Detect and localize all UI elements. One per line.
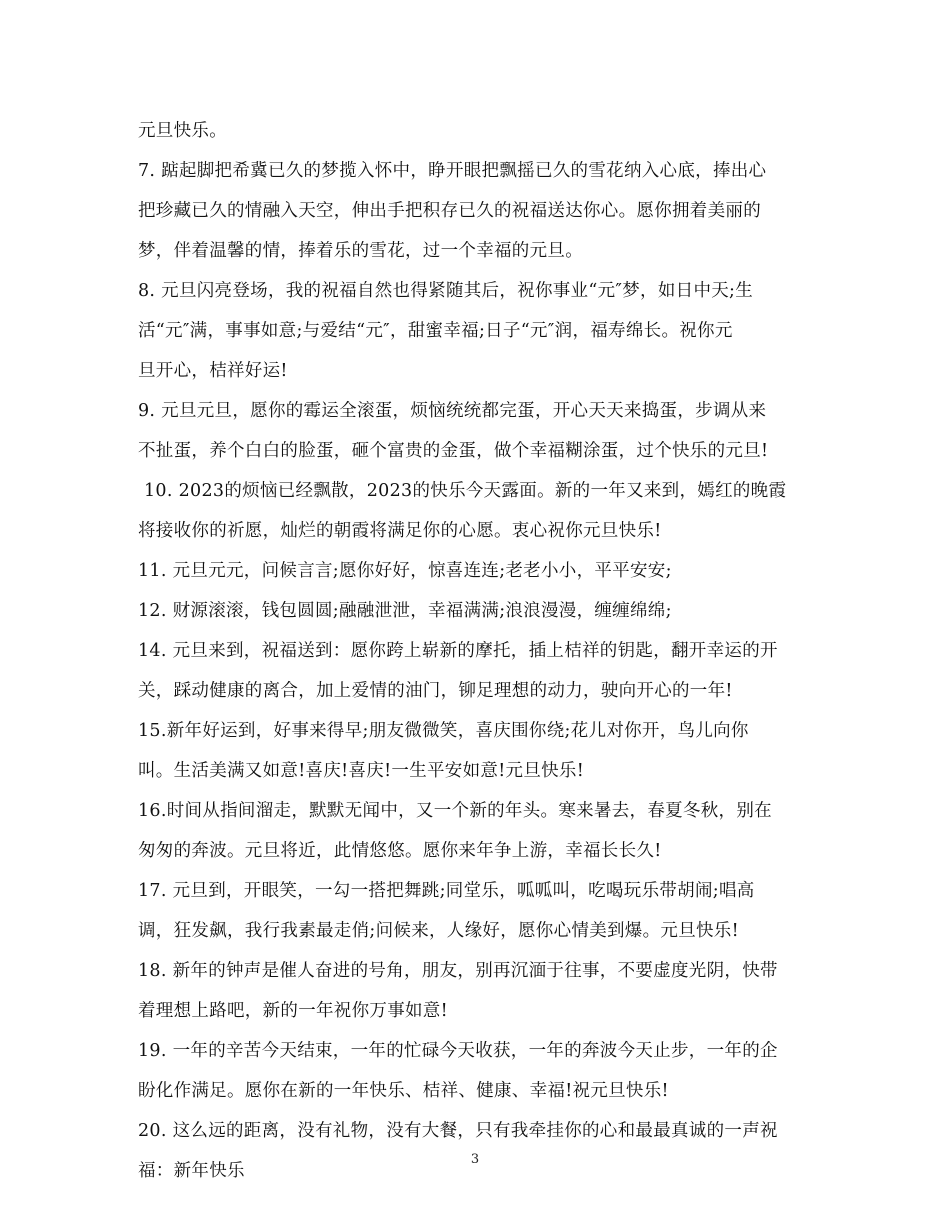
text-line: 14. 元旦来到，祝福送到：愿你跨上崭新的摩托，插上桔祥的钥匙，翻开幸运的开: [138, 641, 778, 661]
text-line: 关，踩动健康的离合，加上爱情的油门，铆足理想的动力，驶向开心的一年!: [138, 681, 733, 701]
text-line: 着理想上路吧，新的一年祝你万事如意!: [138, 1001, 448, 1021]
text-line: 不扯蛋，养个白白的脸蛋，砸个富贵的金蛋，做个幸福糊涂蛋，过个快乐的元旦!: [138, 441, 769, 461]
text-line: 把珍藏已久的情融入天空，伸出手把积存已久的祝福送达你心。愿你拥着美丽的: [138, 201, 761, 221]
text-line: 梦，伴着温馨的情，捧着乐的雪花，过一个幸福的元旦。: [138, 241, 583, 261]
text-line: 元旦快乐。: [138, 121, 227, 141]
text-line: 匆匆的奔波。元旦将近，此情悠悠。愿你来年争上游，幸福长长久!: [138, 841, 662, 861]
text-line: 活“元″满，事事如意;与爱结“元″，甜蜜幸福;日子“元″润，福寿绵长。祝你元: [138, 321, 733, 341]
text-line: 福：新年快乐: [138, 1161, 245, 1181]
text-line: 12. 财源滚滚，钱包圆圆;融融泄泄，幸福满满;浪浪漫漫，缠缠绵绵;: [138, 601, 672, 621]
text-line: 调，狂发飙，我行我素最走俏;问候来，人缘好，愿你心情美到爆。元旦快乐!: [138, 921, 739, 941]
page-number: 3: [470, 1152, 480, 1167]
text-line: 盼化作满足。愿你在新的一年快乐、桔祥、健康、幸福!祝元旦快乐!: [138, 1081, 669, 1101]
text-line: 将接收你的祈愿，灿烂的朝霞将满足你的心愿。衷心祝你元旦快乐!: [138, 521, 662, 541]
text-line: 叫。生活美满又如意!喜庆!喜庆!一生平安如意!元旦快乐!: [138, 761, 585, 781]
text-line: 9. 元旦元旦，愿你的霉运全滚蛋，烦恼统统都完蛋，开心天天来捣蛋，步调从来: [138, 401, 767, 421]
document-body: [138, 116, 818, 1196]
text-line: 10. 2023的烦恼已经飘散，2023的快乐今天露面。新的一年又来到，嫣红的晚霞: [144, 481, 787, 501]
text-line: 11. 元旦元元，问候言言;愿你好好，惊喜连连;老老小小，平平安安;: [138, 561, 672, 581]
text-line: 16.时间从指间溜走，默默无闻中，又一个新的年头。寒来暑去，春夏冬秋，别在: [138, 801, 772, 821]
text-line: 15.新年好运到，好事来得早;朋友微微笑，喜庆围你绕;花儿对你开，鸟儿向你: [138, 721, 749, 741]
text-line: 8. 元旦闪亮登场，我的祝福自然也得紧随其后，祝你事业“元″梦，如日中天;生: [138, 281, 754, 301]
text-line: 19. 一年的辛苦今天结束，一年的忙碌今天收获，一年的奔波今天止步，一年的企: [138, 1041, 778, 1061]
text-line: 17. 元旦到，开眼笑，一勾一搭把舞跳;同堂乐，呱呱叫，吃喝玩乐带胡闹;唱高: [138, 881, 755, 901]
text-line: 20. 这么远的距离，没有礼物，没有大餐，只有我牵挂你的心和最最真诚的一声祝: [138, 1121, 778, 1141]
text-line: 18. 新年的钟声是催人奋进的号角，朋友，别再沉湎于往事，不要虚度光阴，快带: [138, 961, 778, 981]
text-line: 7. 踮起脚把希冀已久的梦揽入怀中，睁开眼把飘摇已久的雪花纳入心底，捧出心: [138, 161, 767, 181]
text-line: 旦开心，桔祥好运!: [138, 361, 288, 381]
